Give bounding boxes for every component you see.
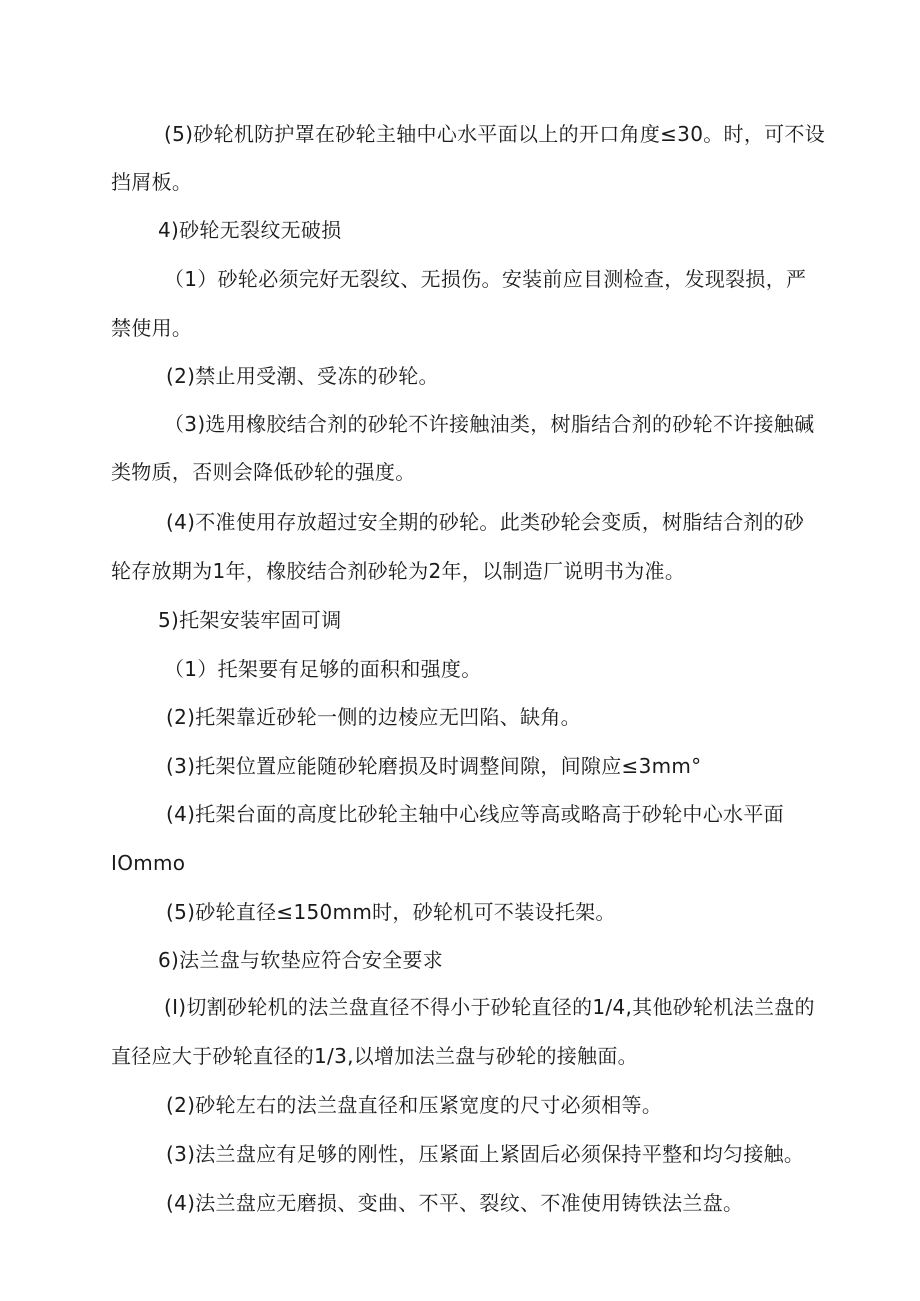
paragraph-5-2: (2)托架靠近砂轮一侧的边棱应无凹陷、缺角。 [166,705,581,729]
paragraph-4-3-line-2: 类物质，否则会降低砂轮的强度。 [111,460,416,484]
section-heading-4: 4)砂轮无裂纹无破损 [158,218,342,242]
paragraph-6-3: (3)法兰盘应有足够的刚性，压紧面上紧固后必须保持平整和均匀接触。 [166,1142,805,1166]
paragraph-5-guard-line-2: 挡屑板。 [111,170,193,194]
paragraph-4-3-line-1: （3)选用橡胶结合剂的砂轮不许接触油类，树脂结合剂的砂轮不许接触碱 [164,412,815,436]
paragraph-5-4-line-2: IOmmo [111,851,186,875]
section-heading-5: 5)托架安装牢固可调 [158,608,342,632]
paragraph-4-1-line-2: 禁使用。 [111,316,193,340]
paragraph-5-5: (5)砂轮直径≤150mm时，砂轮机可不装设托架。 [166,900,616,924]
paragraph-5-3: (3)托架位置应能随砂轮磨损及时调整间隙，间隙应≤3mm° [166,754,702,778]
paragraph-5-4-line-1: (4)托架台面的高度比砂轮主轴中心线应等高或略高于砂轮中心水平面 [166,802,784,826]
section-heading-6: 6)法兰盘与软垫应符合安全要求 [158,948,444,972]
paragraph-5-1: （1）托架要有足够的面积和强度。 [164,657,482,681]
paragraph-6-1-line-1: (I)切割砂轮机的法兰盘直径不得小于砂轮直径的1/4,其他砂轮机法兰盘的 [164,995,815,1019]
paragraph-4-4-line-1: (4)不准使用存放超过安全期的砂轮。此类砂轮会变质，树脂结合剂的砂 [166,510,805,534]
paragraph-5-guard-line-1: (5)砂轮机防护罩在砂轮主轴中心水平面以上的开口角度≤30。时，可不设 [164,122,826,146]
paragraph-4-4-line-2: 轮存放期为1年，橡胶结合剂砂轮为2年，以制造厂说明书为准。 [111,559,686,583]
paragraph-4-2: (2)禁止用受潮、受冻的砂轮。 [166,364,439,388]
paragraph-4-1-line-1: （1）砂轮必须完好无裂纹、无损伤。安装前应目测检查，发现裂损，严 [164,267,807,291]
paragraph-6-1-line-2: 直径应大于砂轮直径的1/3,以增加法兰盘与砂轮的接触面。 [111,1044,638,1068]
paragraph-6-4: (4)法兰盘应无磨损、变曲、不平、裂纹、不准使用铸铁法兰盘。 [166,1191,744,1215]
paragraph-6-2: (2)砂轮左右的法兰盘直径和压紧宽度的尺寸必须相等。 [166,1093,663,1117]
